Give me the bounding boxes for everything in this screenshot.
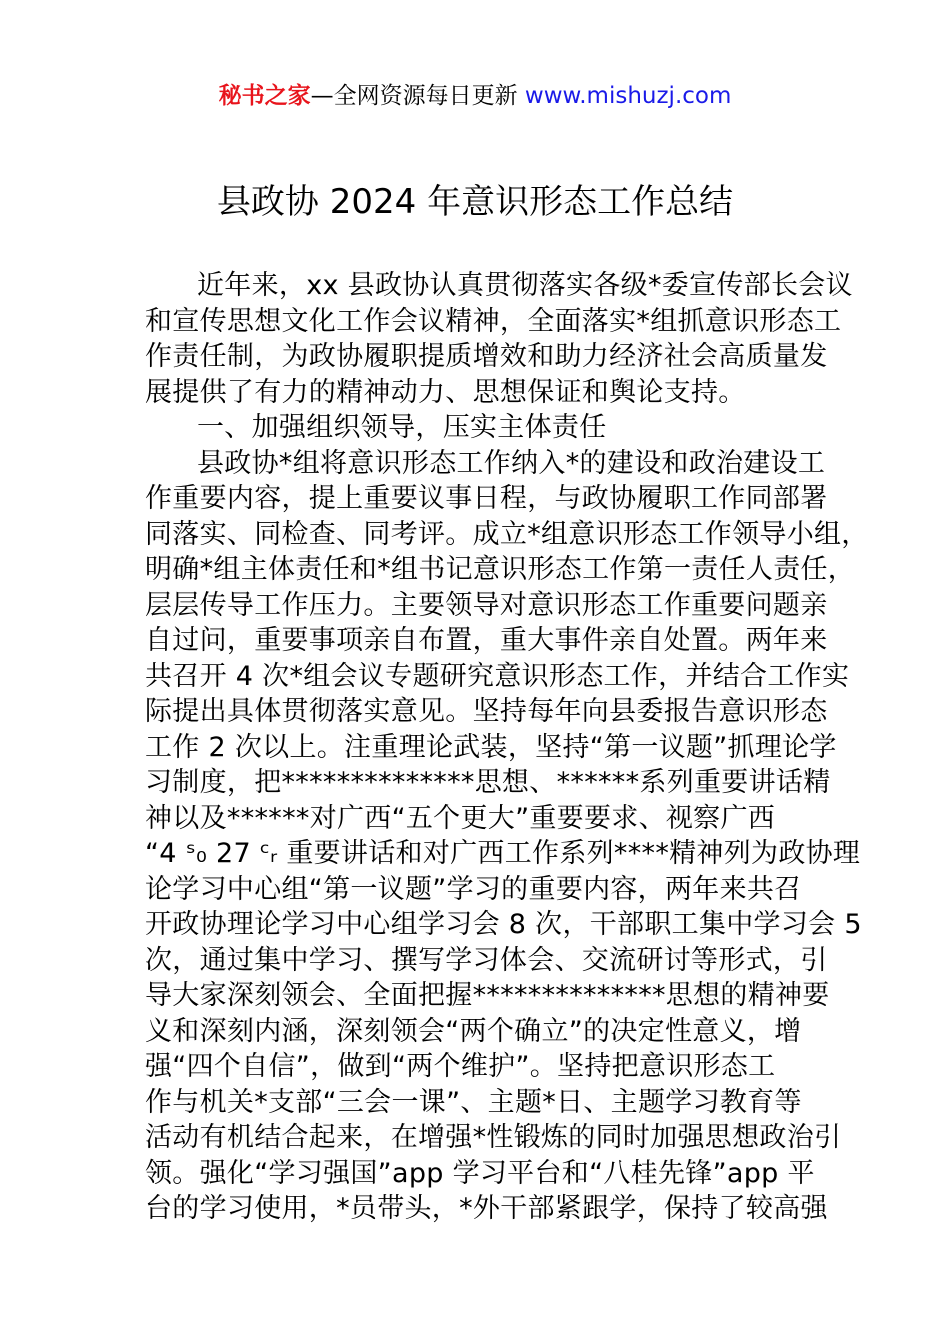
site-url[interactable]: www.mishuzj.com [524, 83, 732, 109]
body-line: 明确*组主体责任和*组书记意识形态工作第一责任人责任， [145, 554, 856, 585]
body-line: 神以及******对广西“五个更大”重要要求、视察广西 [145, 802, 776, 834]
body-line: 义和深刻内涵，深刻领会“两个确立”的决定性意义，增 [145, 1015, 802, 1047]
body-line: 开政协理论学习中心组学习会 8 次，干部职工集中学习会 5 [145, 909, 862, 940]
body-line: 共召开 4 次*组会议专题研究意识形态工作，并结合工作实 [145, 660, 850, 692]
body-line: 作重要内容，提上重要议事日程，与政协履职工作同部署 [145, 483, 828, 514]
document-title: 县政协 2024 年意识形态工作总结 [216, 182, 734, 222]
body-line: 同落实、同检查、同考评。成立*组意识形态工作领导小组， [145, 518, 869, 550]
body-line: 县政协*组将意识形态工作纳入*的建设和政治建设工 [197, 447, 826, 479]
body-line: 台的学习使用，*员带头，*外干部紧跟学，保持了较高强 [145, 1193, 828, 1224]
body-line: “4 ˢ₀ 27 ᶜᵣ 重要讲话和对广西工作系列****精神列为政协理 [145, 838, 861, 869]
body-line: 际提出具体贯彻落实意见。坚持每年向县委报告意识形态 [145, 696, 828, 727]
body-line: 近年来，xx 县政协认真贯彻落实各级*委宣传部长会议 [197, 270, 853, 301]
body-line: 活动有机结合起来，在增强*性锻炼的同时加强思想政治引 [145, 1122, 842, 1153]
body-line: 强“四个自信”，做到“两个维护”。坚持把意识形态工 [145, 1051, 776, 1082]
body-line: 展提供了有力的精神动力、思想保证和舆论支持。 [145, 376, 746, 408]
body-line: 层层传导工作压力。主要领导对意识形态工作重要问题亲 [145, 589, 828, 621]
section-heading: 一、加强组织领导，压实主体责任 [197, 412, 607, 443]
body-line: 次，通过集中学习、撰写学习体会、交流研讨等形式，引 [145, 944, 828, 976]
body-line: 领。强化“学习强国”app 学习平台和“八桂先锋”app 平 [145, 1157, 815, 1189]
body-line: 习制度，把**************思想、******系列重要讲话精 [145, 767, 831, 798]
document-body [145, 268, 869, 1227]
site-header [0, 80, 950, 112]
brand-name: 秘书之家 [218, 83, 311, 109]
body-line: 作责任制，为政协履职提质增效和助力经济社会高质量发 [145, 341, 828, 372]
body-line: 自过问，重要事项亲自布置，重大事件亲自处置。两年来 [145, 625, 828, 656]
body-line: 工作 2 次以上。注重理论武装，坚持“第一议题”抓理论学 [145, 731, 837, 763]
body-line: 导大家深刻领会、全面把握**************思想的精神要 [145, 980, 830, 1011]
body-line: 和宣传思想文化工作会议精神，全面落实*组抓意识形态工 [145, 305, 842, 337]
site-slogan: —全网资源每日更新 [310, 83, 518, 109]
body-line: 论学习中心组“第一议题”学习的重要内容，两年来共召 [145, 873, 802, 905]
body-line: 作与机关*支部“三会一课”、主题*日、主题学习教育等 [145, 1086, 802, 1118]
